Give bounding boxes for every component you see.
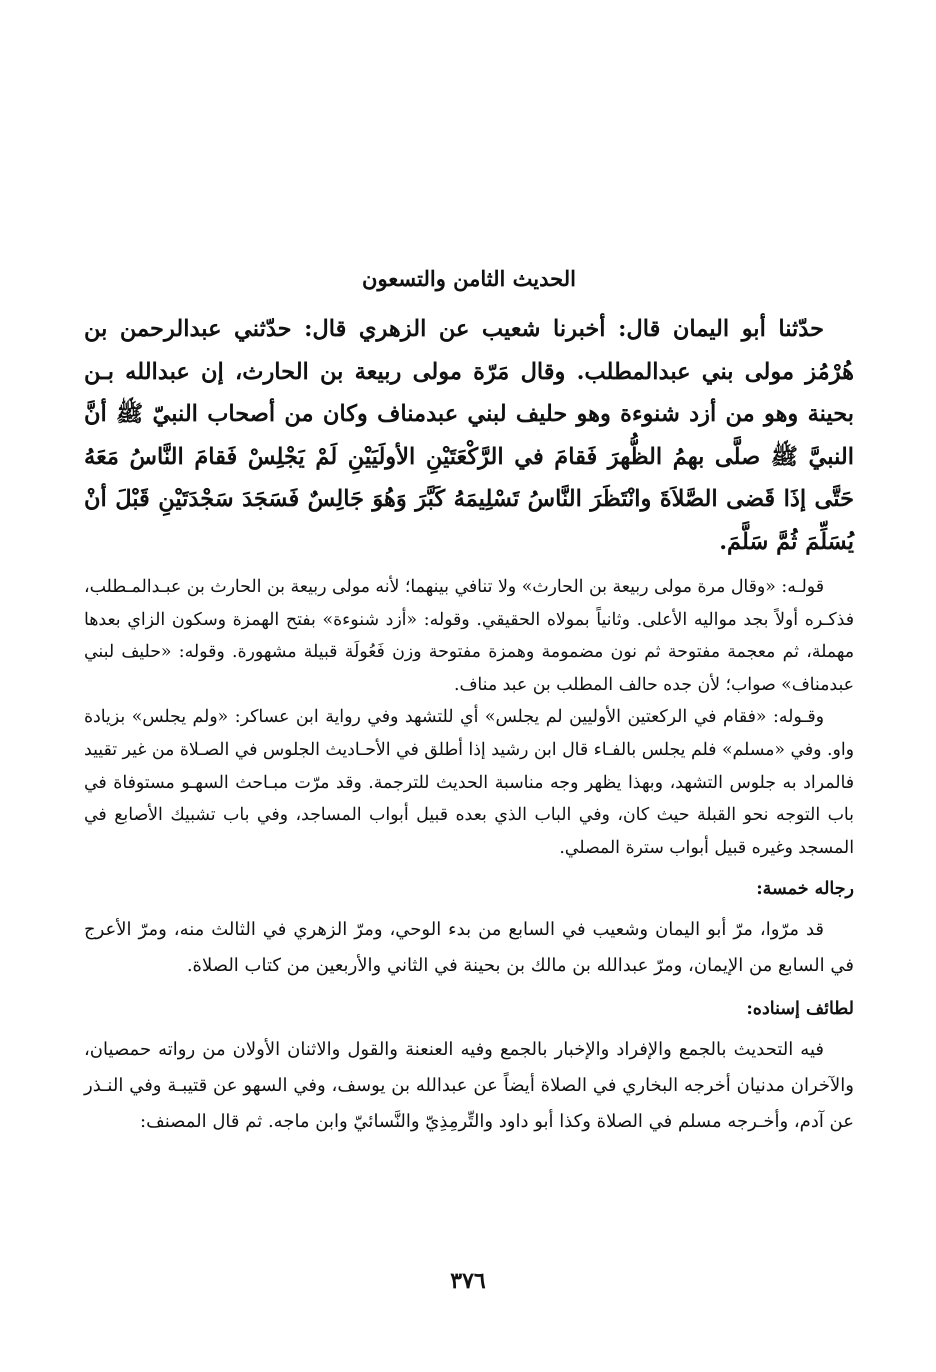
isnad-heading: لطائف إسناده: xyxy=(746,999,854,1020)
hadith-text: حدّثنا أبو اليمان قال: أخبرنا شعيب عن الزهري قال: حدّثني عبدالرحمن بن هُرْمُز مولى بني عبدالمطلب. وقال مَرّة مولى ربيعة بن الحارث، إن عبدالله بـن بحينة وهو من أزد شنوءة وهو حليف لبني عبدمناف وكان من أصحاب النبيّ ﷺ أنَّ النبيَّ ﷺ صلَّى بهمُ الظُّهرَ فَقامَ في الرَّكْعَتَيْنِ الأولَيَيْنِ لَمْ يَجْلِسْ فَقامَ النَّاسُ مَعَهُ حَتَّى إذَا قَضى الصَّلاَةَ وانْتَظَرَ النَّاسُ تَسْلِيمَهُ كَبَّرَ وَهُوَ جَالِسٌ فَسَجَدَ سَجْدَتَيْنِ قَبْلَ أنْ يُسَلِّمَ ثُمَّ سَلَّمَ. xyxy=(84,316,854,555)
commentary-paragraph-1: قولـه: «وقال مرة مولى ربيعة بن الحارث» ولا تنافي بينهما؛ لأنه مولى ربيعة بن الحارث بن عبـدالمـطلب، فذكـره أولاً بجد مواليه الأعلى. وثانياً بمولاه الحقيقي. وقوله: «أزد شنوءة» بفتح الهمزة وسكون الزاي بعدها مهملة، ثم معجمة مفتوحة ثم نون مضمومة وهمزة مفتوحة وزن فَعُولَة قبيلة مشهورة. وقوله: «حليف لبني عبدمناف» صواب؛ لأن جده حالف المطلب بن عبد مناف. xyxy=(84,577,854,695)
commentary-paragraph-2: وقـوله: «فقام في الركعتين الأوليين لم يجلس» أي للتشهد وفي رواية ابن عساكر: «ولم يجلس» بزيادة واو. وفي «مسلم» فلم يجلس بالفـاء قال ابن رشيد إذا أطلق في الأحـاديث الجلوس في الصـلاة من غير تقييد فالمراد به جلوس التشهد، وبهذا يظهر وجه مناسبة الحديث للترجمة. وقد مرّت مبـاحث السهـو مستوفاة في باب التوجه نحو القبلة حيث كان، وفي الباب الذي بعده قبيل أبواب المساجد، وفي باب تشبيك الأصابع في المسجد وغيره قبيل أبواب سترة المصلي. xyxy=(84,707,854,858)
narrators-text: قد مرّوا، مرّ أبو اليمان وشعيب في السابع من بدء الوحي، ومرّ الزهري في الثالث منه، ومرّ الأعرج في السابع من الإيمان، ومرّ عبدالله بن مالك بن بحينة في الثاني والأربعين من كتاب الصلاة. xyxy=(84,919,854,977)
narrators-heading: رجاله خمسة: xyxy=(756,879,854,900)
hadith-title: الحديث الثامن والتسعون xyxy=(362,266,576,291)
page-body xyxy=(84,262,854,1140)
isnad-text: فيه التحديث بالجمع والإفراد والإخبار بالجمع وفيه العنعنة والقول والاثنان الأولان من رواته حمصيان، والآخران مدنيان أخرجه البخاري في الصلاة أيضاً عن عبدالله بن يوسف، وفي السهو عن قتيبـة وفي النـذر عن آدم، وأخـرجه مسلم في الصلاة وكذا أبو داود والتِّرمِذِيّ والنَّسائيّ وابن ماجه. ثم قال المصنف: xyxy=(84,1039,854,1133)
page-number: ٣٧٦ xyxy=(450,1268,486,1294)
